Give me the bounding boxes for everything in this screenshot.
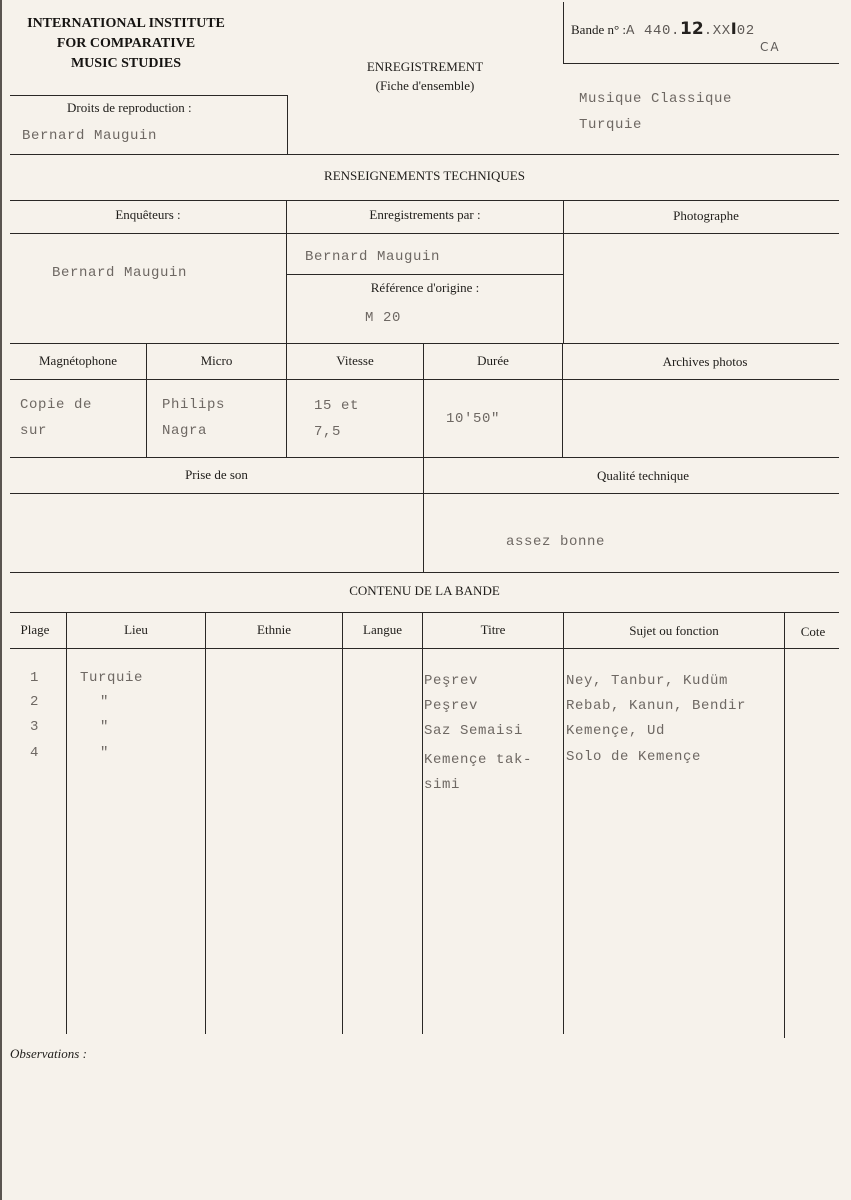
row-3-sujet: Kemençe, Ud (566, 723, 666, 739)
row-4-titre: Kemençe tak- simi (424, 752, 533, 793)
magnetophone-value: Copie de sur (20, 397, 93, 439)
enqueteurs-value: Bernard Mauguin (52, 265, 188, 281)
enregistrements-label: Enregistrements par : (369, 207, 481, 222)
genre-line-1: Musique Classique (579, 91, 733, 107)
micro-header: Micro (200, 353, 233, 368)
bande-handwritten-i: I (730, 19, 737, 38)
prise-de-son-label: Prise de son (185, 467, 248, 482)
table-col-divider-4 (422, 612, 423, 1034)
bande-box-left-line (563, 2, 564, 64)
contenu-heading: CONTENU DE LA BANDE (349, 583, 500, 598)
table-col-divider-1 (66, 612, 67, 1034)
micro-value: Philips Nagra (162, 397, 226, 439)
bande-handwritten-12: 12 (680, 19, 704, 39)
vitesse-value: 15 et 7,5 (314, 398, 360, 440)
form-title (330, 58, 520, 96)
row-3-titre: Saz Semaisi (424, 723, 524, 739)
genre-block (579, 86, 732, 138)
duree-header: Durée (477, 353, 509, 368)
row-4-lieu: " (100, 745, 110, 761)
row-3-lieu: " (100, 719, 110, 735)
enregistrements-value: Bernard Mauguin (305, 249, 441, 265)
observations-label: Observations : (10, 1046, 87, 1061)
photographe-label: Photographe (673, 208, 739, 223)
institute-line-3: MUSIC STUDIES (70, 56, 182, 71)
content-table-header-line (10, 648, 839, 649)
enqueteurs-label: Enquêteurs : (115, 207, 181, 222)
contenu-top-line (10, 572, 839, 573)
col-header-langue: Langue (363, 622, 402, 637)
bande-prefix: A 440. (626, 23, 681, 39)
section-line-2 (10, 200, 839, 201)
droits-value: Bernard Mauguin (22, 128, 158, 144)
col-header-plage: Plage (20, 622, 50, 637)
table-col-divider-3 (342, 612, 343, 1034)
form-title-sub: (Fiche d'ensemble) (375, 78, 475, 93)
page-edge-shadow (0, 0, 2, 1200)
droits-top-line (10, 95, 287, 96)
vitesse-header: Vitesse (336, 353, 374, 368)
table-col-divider-5 (563, 612, 564, 1034)
equipment-top-line (10, 343, 839, 344)
row-1-sujet: Ney, Tanbur, Kudüm (566, 673, 729, 689)
bande-suffix: 02 (736, 23, 755, 39)
genre-line-2: Turquie (579, 117, 643, 133)
personnel-header-line (10, 233, 839, 234)
row-2-plage: 2 (30, 694, 40, 710)
col-header-ethnie: Ethnie (257, 622, 291, 637)
col-header-titre: Titre (480, 622, 506, 637)
row-3-plage: 3 (30, 719, 40, 735)
row-1-lieu: Turquie (80, 670, 144, 686)
row-4-sujet: Solo de Kemençe (566, 749, 702, 765)
table-col-divider-2 (205, 612, 206, 1034)
row-2-titre: Peşrev (424, 698, 479, 714)
droits-right-line (287, 95, 288, 154)
duree-value: 10'50" (446, 411, 501, 427)
prise-top-line (10, 457, 839, 458)
qualite-label: Qualité technique (596, 468, 690, 483)
magnetophone-header: Magnétophone (39, 353, 117, 368)
col-header-lieu: Lieu (124, 622, 148, 637)
bande-mid: .XX (703, 23, 731, 39)
institute-line-2: FOR COMPARATIVE (56, 36, 196, 51)
table-col-divider-6 (784, 612, 785, 1038)
prise-header-line (10, 493, 839, 494)
institute-line-1: INTERNATIONAL INSTITUTE (27, 16, 225, 31)
droits-label: Droits de reproduction : (67, 100, 192, 115)
section-line-1 (10, 154, 839, 155)
renseignements-heading: RENSEIGNEMENTS TECHNIQUES (324, 168, 525, 183)
reference-label: Référence d'origine : (370, 280, 480, 295)
equipment-header-line (10, 379, 839, 380)
col-header-cote: Cote (800, 624, 826, 639)
bande-label: Bande n° : (571, 22, 627, 37)
row-2-sujet: Rebab, Kanun, Bendir (566, 698, 747, 714)
content-table-top-line (10, 612, 839, 613)
bande-handwritten-note: CA (760, 40, 781, 54)
col-header-sujet: Sujet ou fonction (629, 623, 719, 638)
row-1-plage: 1 (30, 670, 40, 686)
row-4-plage: 4 (30, 745, 40, 761)
institute-name (8, 14, 244, 74)
reference-divider (287, 274, 563, 275)
qualite-value: assez bonne (506, 534, 606, 550)
bande-box-bottom-line (563, 63, 839, 64)
reference-value: M 20 (365, 310, 402, 326)
archives-header: Archives photos (662, 354, 748, 369)
row-1-titre: Peşrev (424, 673, 479, 689)
form-title-main: ENREGISTREMENT (366, 59, 484, 74)
bande-number (571, 19, 755, 39)
row-2-lieu: " (100, 694, 110, 710)
